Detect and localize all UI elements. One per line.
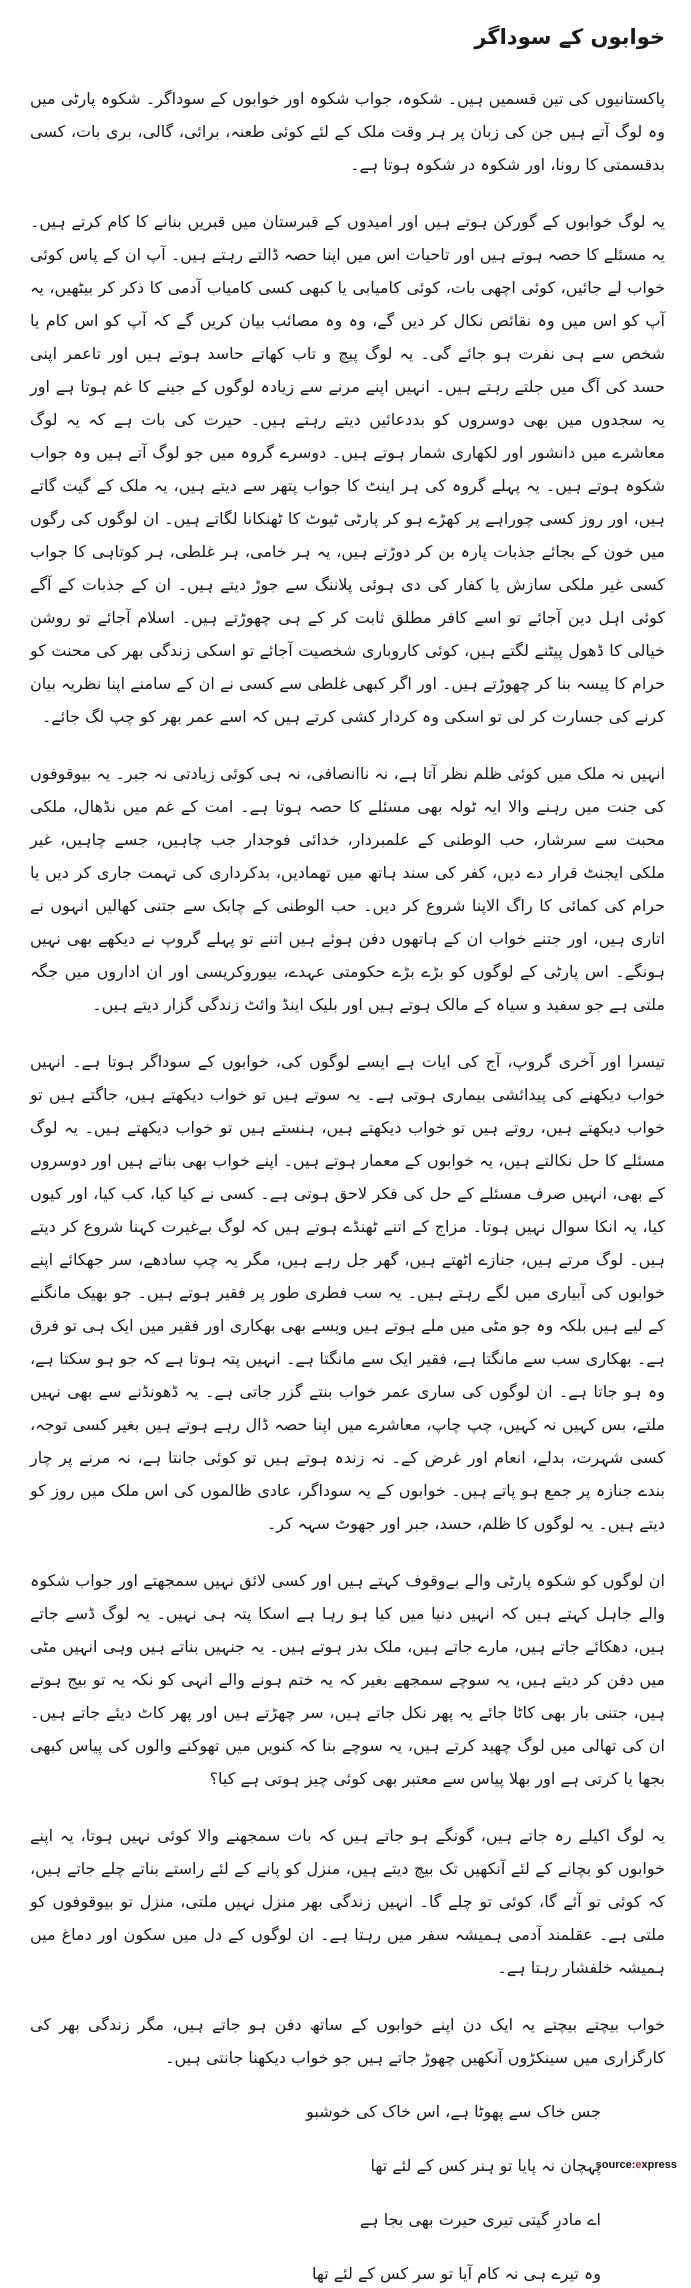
paragraph-6: یہ لوگ اکیلے رہ جاتے ہیں، گونگے ہو جاتے ہیں کہ بات سمجھنے والا کوئی نہیں ہوتا، یہ اپنے خوابوں کو بچانے کے لئے آنکھیں تک بیچ دیتے ہیں، منزل کو پانے کے لئے راستے بناتے چلے جاتے ہیں، کہ کوئی تو آئے گا، کوئی تو چلے گا۔ انہیں زندگی بھر منزل نہیں ملتی، منزل تو بیوقوفوں کو ملتی ہے۔ عقلمند آدمی ہمیشہ سفر میں رہتا ہے۔ ان لوگوں کے دل میں سکون اور دماغ میں ہمیشہ خلفشار رہتا ہے۔ <box>30 1826 666 1977</box>
poem-line-2: پہچان نہ پایا تو ہنر کس کے لئے تھا <box>370 2156 601 2175</box>
paragraph-2: یہ لوگ خوابوں کے گورکن ہوتے ہیں اور امیدوں کے قبرستان میں قبریں بنانے کا کام کرتے ہیں۔ یہ مسئلے کا حصہ ہوتے ہیں اور تاحیات اس میں اپنا حصہ ڈالتے رہتے ہیں۔ آپ ان کے پاس کوئی خواب لے جائیں، کوئی اچھی بات، کوئی کامیابی یا کبھی کسی کامیاب آدمی کا ذکر کر بیٹھیں، یہ آپ کو اس میں وہ نقائص نکال کر دیں گے، وہ وہ مصائب بیان کریں گے کہ آپ کو اس کام یا شخص سے ہی نفرت ہو جائے گی۔ یہ لوگ پیچ و تاب کھاتے حاسد ہوتے ہیں اور تاعمر اپنی حسد کی آگ میں جلتے رہتے ہیں۔ انہیں اپنے مرنے سے زیادہ لوگوں کے جینے کا غم ہوتا ہے اور یہ سجدوں میں بھی دوسروں کو بددعائیں دیتے رہتے ہیں۔ حیرت کی بات ہے کہ یہ لوگ معاشرے میں دانشور اور لکھاری شمار ہوتے ہیں۔ دوسرے گروہ میں جو لوگ آتے ہیں وہ جواب شکوہ ہوتے ہیں۔ یہ پہلے گروہ کی ہر اینٹ کا جواب پتھر سے دیتے ہیں، یہ ملک کے گیت گاتے ہیں، اور روز کسی چوراہے پر کھڑے ہو کر پارٹی ٹیوٹ کا ٹھنکانا لگاتے ہیں۔ ان لوگوں کی رگوں میں خون کے بجائے جذبات پارہ بن کر دوڑتے ہیں، یہ ہر خامی، ہر غلطی، ہر کوتاہی کا جواب کسی غیر ملکی سازش یا کفار کی دی ہوئی پلاننگ سے جوڑ دیتے ہیں۔ ان کے جذبات کے آگے کوئی اہل دین آجائے تو اسے کافر مطلق ثابت کر کے ہی چھوڑتے ہیں۔ اسلام آجائے تو روشن خیالی کا ڈھول پیٹنے لگتے ہیں، کوئی کاروباری شخصیت آجائے تو اسکی زندگی بھر کی محنت کو حرام کا پیسہ بنا کر چھوڑتے ہیں۔ اور اگر کبھی غلطی سے کسی نے ان کے سامنے اپنا نظریہ بیان کرنے کی جسارت کر لی تو اسکی وہ کردار کشی کرتے ہیں کہ اسے عمر بھر کو چپ لگ جائے۔ <box>30 212 665 726</box>
source-credit <box>596 2159 677 2171</box>
paragraph-5: ان لوگوں کو شکوہ پارٹی والے بےوقوف کہتے ہیں اور کسی لائق نہیں سمجھتے اور جواب شکوہ والے جاہل کہتے ہیں کہ انہیں دنیا میں کیا ہو رہا ہے اسکا پتہ ہی نہیں۔ یہ لوگ ڈسے جاتے ہیں، دھکائے جاتے ہیں، مارے جاتے ہیں، ملک بدر ہوتے ہیں۔ یہ جنہیں بناتے ہیں وہی انہیں مٹی میں دفن کر دیتے ہیں، یہ سوچے سمجھے بغیر کہ یہ ختم ہونے والے انہی کو نکہ یہ تو بیج ہوتے ہیں، جتنی بار بھی کاٹا جائے یہ پھر نکل جاتے ہیں، سر چھڑتے ہیں اور پھر کاٹ دیئے جاتے ہیں۔ ان کی تھالی میں لوگ چھید کرتے ہیں، یہ سوچے بنا کہ کنویں میں تھوکنے والوں کی پیاس کبھی بجھا یا کرتی ہے اور بھلا پیاس سے معتبر بھی کوئی چیز ہوتی ہے کیا؟ <box>30 1571 665 1788</box>
poem-line-3: اے مادرِ گیتی تیری حیرت بھی بجا ہے <box>359 2210 601 2229</box>
source-brand-e: e <box>635 2159 642 2171</box>
source-prefix: source: <box>595 2159 636 2171</box>
source-brand-rest: xpress <box>641 2159 677 2171</box>
paragraph-4: تیسرا اور آخری گروپ، آج کی ایات ہے ایسے لوگوں کی، خوابوں کے سوداگر ہوتا ہے۔ انہیں خواب دیکھنے کی پیدائشی بیماری ہوتی ہے۔ یہ سوتے ہیں تو خواب دیکھتے ہیں، جاگتے ہیں تو خواب دیکھتے ہیں، روتے ہیں تو خواب دیکھتے ہیں، ہنستے ہیں تو خواب دیکھتے ہیں۔ یہ لوگ مسئلے کا حل نکالتے ہیں، یہ خوابوں کے معمار ہوتے ہیں۔ اپنے خواب بھی بناتے ہیں اور دوسروں کے بھی، انہیں صرف مسئلے کے حل کی فکر لاحق ہوتی ہے۔ کسی نے کیا کیا، کب کیا، اور کیوں کیا، یہ انکا سوال نہیں ہوتا۔ مزاج کے اتنے ٹھنڈے ہوتے ہیں کہ لوگ بےغیرت کہنا شروع کر دیتے ہیں۔ لوگ مرتے ہیں، جنازے اٹھتے ہیں، گھر جل رہے ہیں، مگر یہ چپ سادھے، سر جھکائے اپنے خوابوں کی آبیاری میں لگے رہتے ہیں۔ یہ سب فطری طور پر فقیر ہوتے ہیں۔ جو بھیک مانگنے کے لیے ہیں بلکہ وہ جو مٹی میں ملے ہوتے ہیں ویسے بھی بھکاری اور فقیر میں ایک ہی تو فرق ہے۔ بھکاری سب سے مانگتا ہے، فقیر ایک سے مانگتا ہے۔ انہیں پتہ ہوتا ہے کہ جو ہو سکتا ہے، وہ ہو جاتا ہے۔ ان لوگوں کی ساری عمر خواب بنتے گزر جاتی ہے۔ یہ ڈھونڈنے سے بھی نہیں ملتے، بس کہیں نہ کہیں، چپ چاپ، معاشرے میں اپنا حصہ ڈال رہے ہوتے ہیں بغیر کسی توجہ، کسی شہرت، بدلے، انعام اور غرض کے۔ نہ زندہ ہوتے ہیں تو کوئی جانتا ہے، نہ مرنے پر چار بندے جنازہ پر جمع ہو پاتے ہیں۔ خوابوں کے یہ سوداگر، عادی ظالموں کی اس ملک میں روز کو دیتے ہیں۔ یہ لوگوں کا ظلم، حسد، جبر اور جھوٹ سہہ کر۔ <box>30 1052 666 1533</box>
poem-line-1: جس خاک سے پھوٹا ہے، اس خاک کی خوشبو <box>306 2102 601 2121</box>
paragraph-7: خواب بیچتے بیچتے یہ ایک دن اپنے خوابوں کے ساتھ دفن ہو جاتے ہیں، مگر زندگی بھر کی کارگزاری میں سینکڑوں آنکھیں چھوڑ جاتے ہیں جو خواب دیکھنا جانتی ہیں۔ <box>30 2015 665 2067</box>
poem-line-4: وہ تیرے ہی نہ کام آیا تو سر کس کے لئے تھا <box>312 2264 601 2283</box>
poem <box>30 2098 665 2288</box>
paragraph-1: پاکستانیوں کی تین قسمیں ہیں۔ شکوہ، جواب شکوہ اور خوابوں کے سوداگر۔ شکوہ پارٹی میں وہ لوگ آتے ہیں جن کی زبان پر ہر وقت ملک کے لئے کوئی طعنہ، برائی، گالی، بری بات، کسی بدقسمتی کا رونا، اور شکوہ در شکوہ ہوتا ہے۔ <box>30 89 665 174</box>
article-title: خوابوں کے سوداگر <box>474 25 665 49</box>
paragraph-3: انہیں نہ ملک میں کوئی ظلم نظر آتا ہے، نہ ناانصافی، نہ ہی کوئی زیادتی نہ جبر۔ یہ بیوقوفوں کی جنت میں رہنے والا ایہ ٹولہ بھی مسئلے کا حصہ ہوتا ہے۔ امت کے غم میں نڈھال، ملکی محبت سے سرشار، حب الوطنی کے علمبردار، خدائی فوجدار جب چاہیں، جسے چاہیں، غیر ملکی ایجنٹ قرار دے دیں، کفر کی سند ہاتھ میں تھمادیں، بدکرداری کی تہمت جاری کر دیں یا حرام کی کمائی کا راگ الاپنا شروع کر دیں۔ حب الوطنی کے چابک سے جتنی کھالیں انہوں نے اتاری ہیں، اور جتنے خواب ان کے ہاتھوں دفن ہوئے ہیں اتنے تو پہلے گروپ نے دیکھے بھی نہیں ہونگے۔ اس پارٹی کے لوگوں کو بڑے بڑے حکومتی عہدے، بیوروکریسی اور ان اداروں میں جگہ ملتی ہے جو سفید و سیاہ کے مالک ہوتے ہیں اور بلیک اینڈ وائٹ زندگی گزار دیتے ہیں۔ <box>30 764 665 1014</box>
